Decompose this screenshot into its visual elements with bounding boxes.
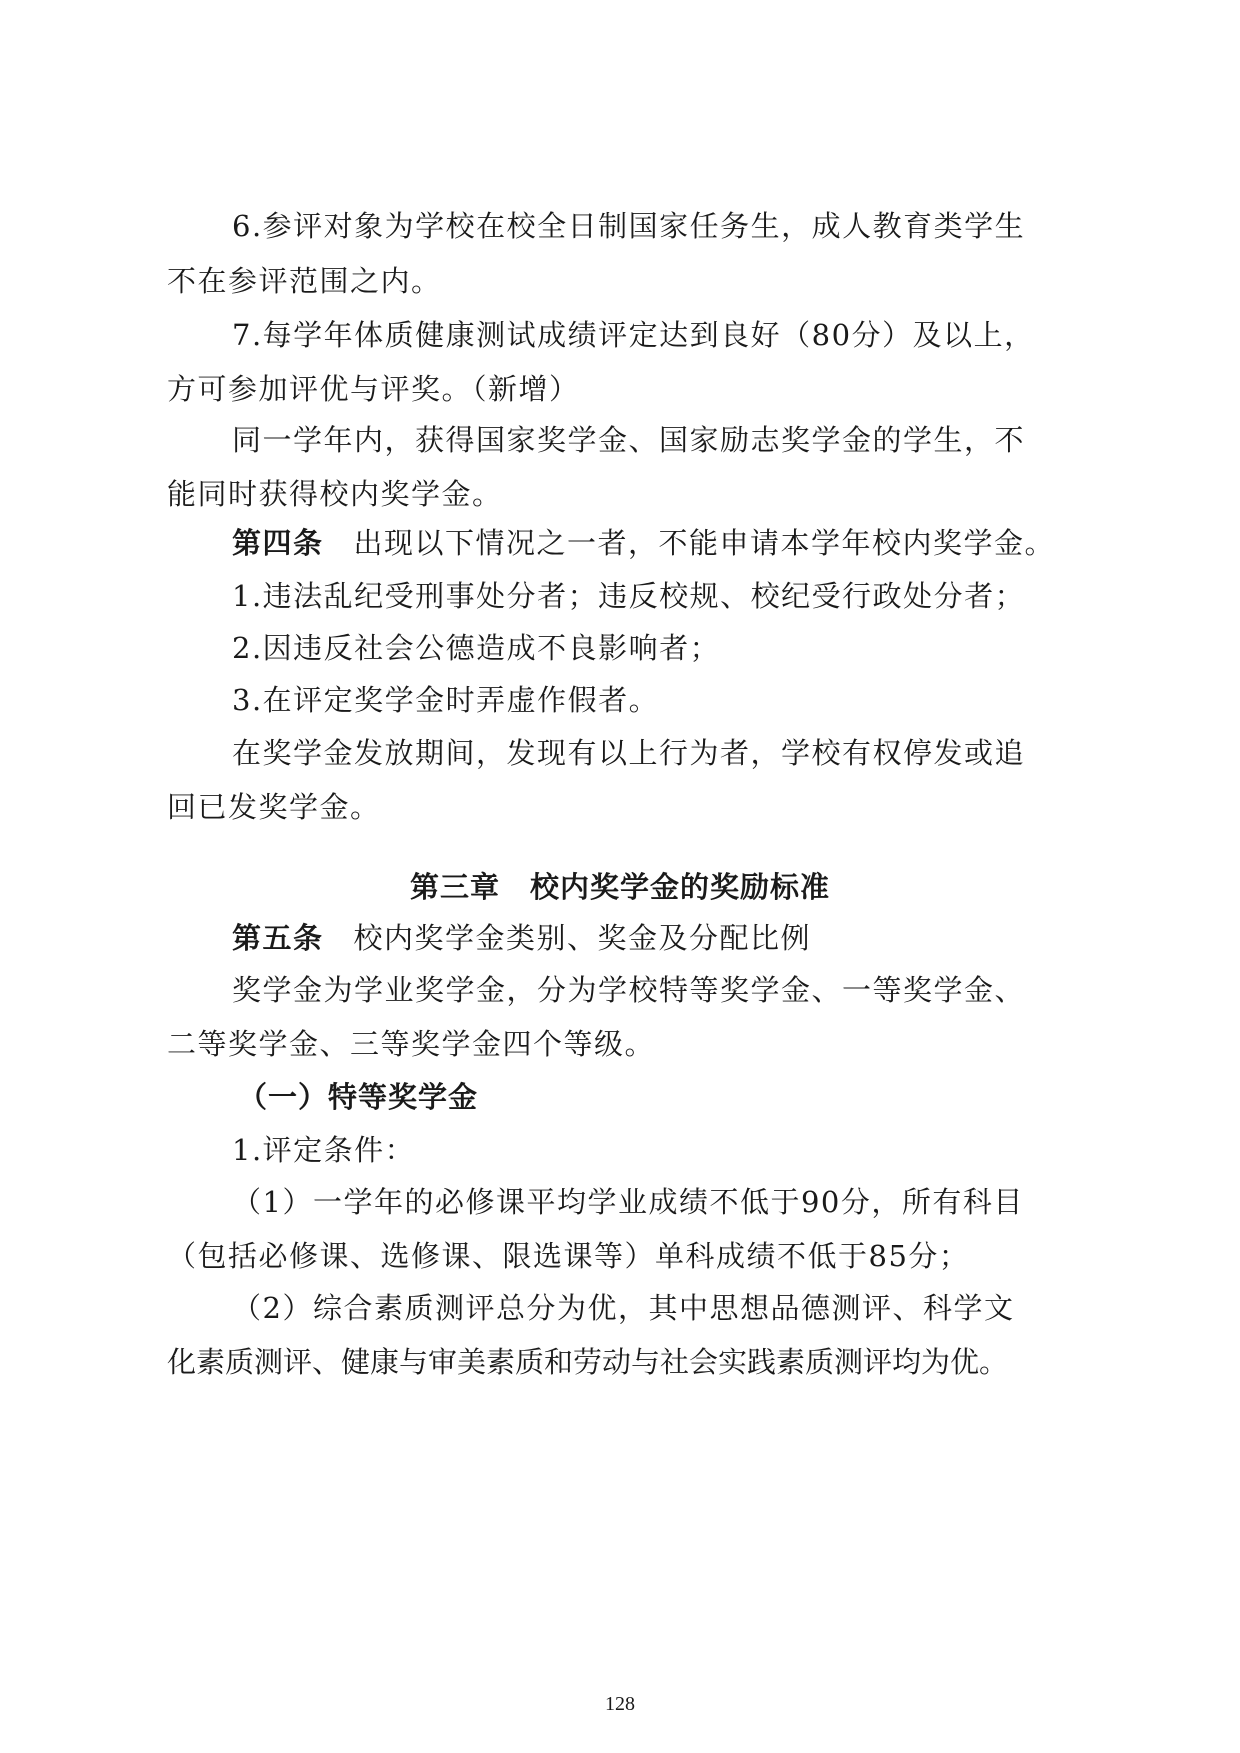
article-4-label: 第四条 (232, 526, 324, 560)
criterion-1-line-2: （包括必修课、选修课、限选课等）单科成绩不低于85分； (167, 1239, 970, 1273)
article-5-text: 校内奖学金类别、奖金及分配比例 (353, 921, 812, 955)
article-5-line (232, 918, 1087, 958)
paragraph-7-line-1: 7.每学年体质健康测试成绩评定达到良好（80分）及以上， (232, 318, 1035, 352)
paragraph-6-line-1: 6.参评对象为学校在校全日制国家任务生，成人教育类学生 (232, 209, 1026, 243)
same-year-line-2: 能同时获得校内奖学金。 (167, 477, 503, 511)
paragraph-7-line-2: 方可参加评优与评奖。（新增） (167, 372, 580, 406)
article-5-label: 第五条 (232, 921, 324, 955)
same-year-line-1: 同一学年内，获得国家奖学金、国家励志奖学金的学生，不 (232, 423, 1026, 457)
criterion-2-line-1: （2）综合素质测评总分为优，其中思想品德测评、科学文 (232, 1291, 1015, 1325)
article-4-item-3: 3.在评定奖学金时弄虚作假者。 (232, 683, 660, 717)
section-1-heading: （一）特等奖学金 (238, 1080, 479, 1114)
paragraph-6-line-2: 不在参评范围之内。 (167, 264, 442, 298)
article-4-line (232, 523, 1087, 563)
chapter-heading (0, 867, 1240, 907)
article-5-desc-line-2: 二等奖学金、三等奖学金四个等级。 (167, 1027, 656, 1061)
chapter-number: 第三章 (409, 870, 500, 904)
article-4-note-line-1: 在奖学金发放期间，发现有以上行为者，学校有权停发或追 (232, 736, 1026, 770)
criterion-1-line-1: （1）一学年的必修课平均学业成绩不低于90分，所有科目 (232, 1185, 1024, 1219)
article-5-desc-line-1: 奖学金为学业奖学金，分为学校特等奖学金、一等奖学金、 (232, 973, 1026, 1007)
article-4-note-line-2: 回已发奖学金。 (167, 790, 381, 824)
page-number: 128 (605, 1693, 635, 1715)
chapter-title: 校内奖学金的奖励标准 (530, 870, 831, 904)
article-4-text: 出现以下情况之一者，不能申请本学年校内奖学金。 (353, 526, 1056, 560)
article-4-item-2: 2.因违反社会公德造成不良影响者； (232, 631, 721, 665)
article-4-item-1: 1.违法乱纪受刑事处分者；违反校规、校纪受行政处分者； (232, 579, 1026, 613)
criteria-label: 1.评定条件： (232, 1133, 416, 1167)
criterion-2-line-2: 化素质测评、健康与审美素质和劳动与社会实践素质测评均为优。 (167, 1345, 1009, 1379)
